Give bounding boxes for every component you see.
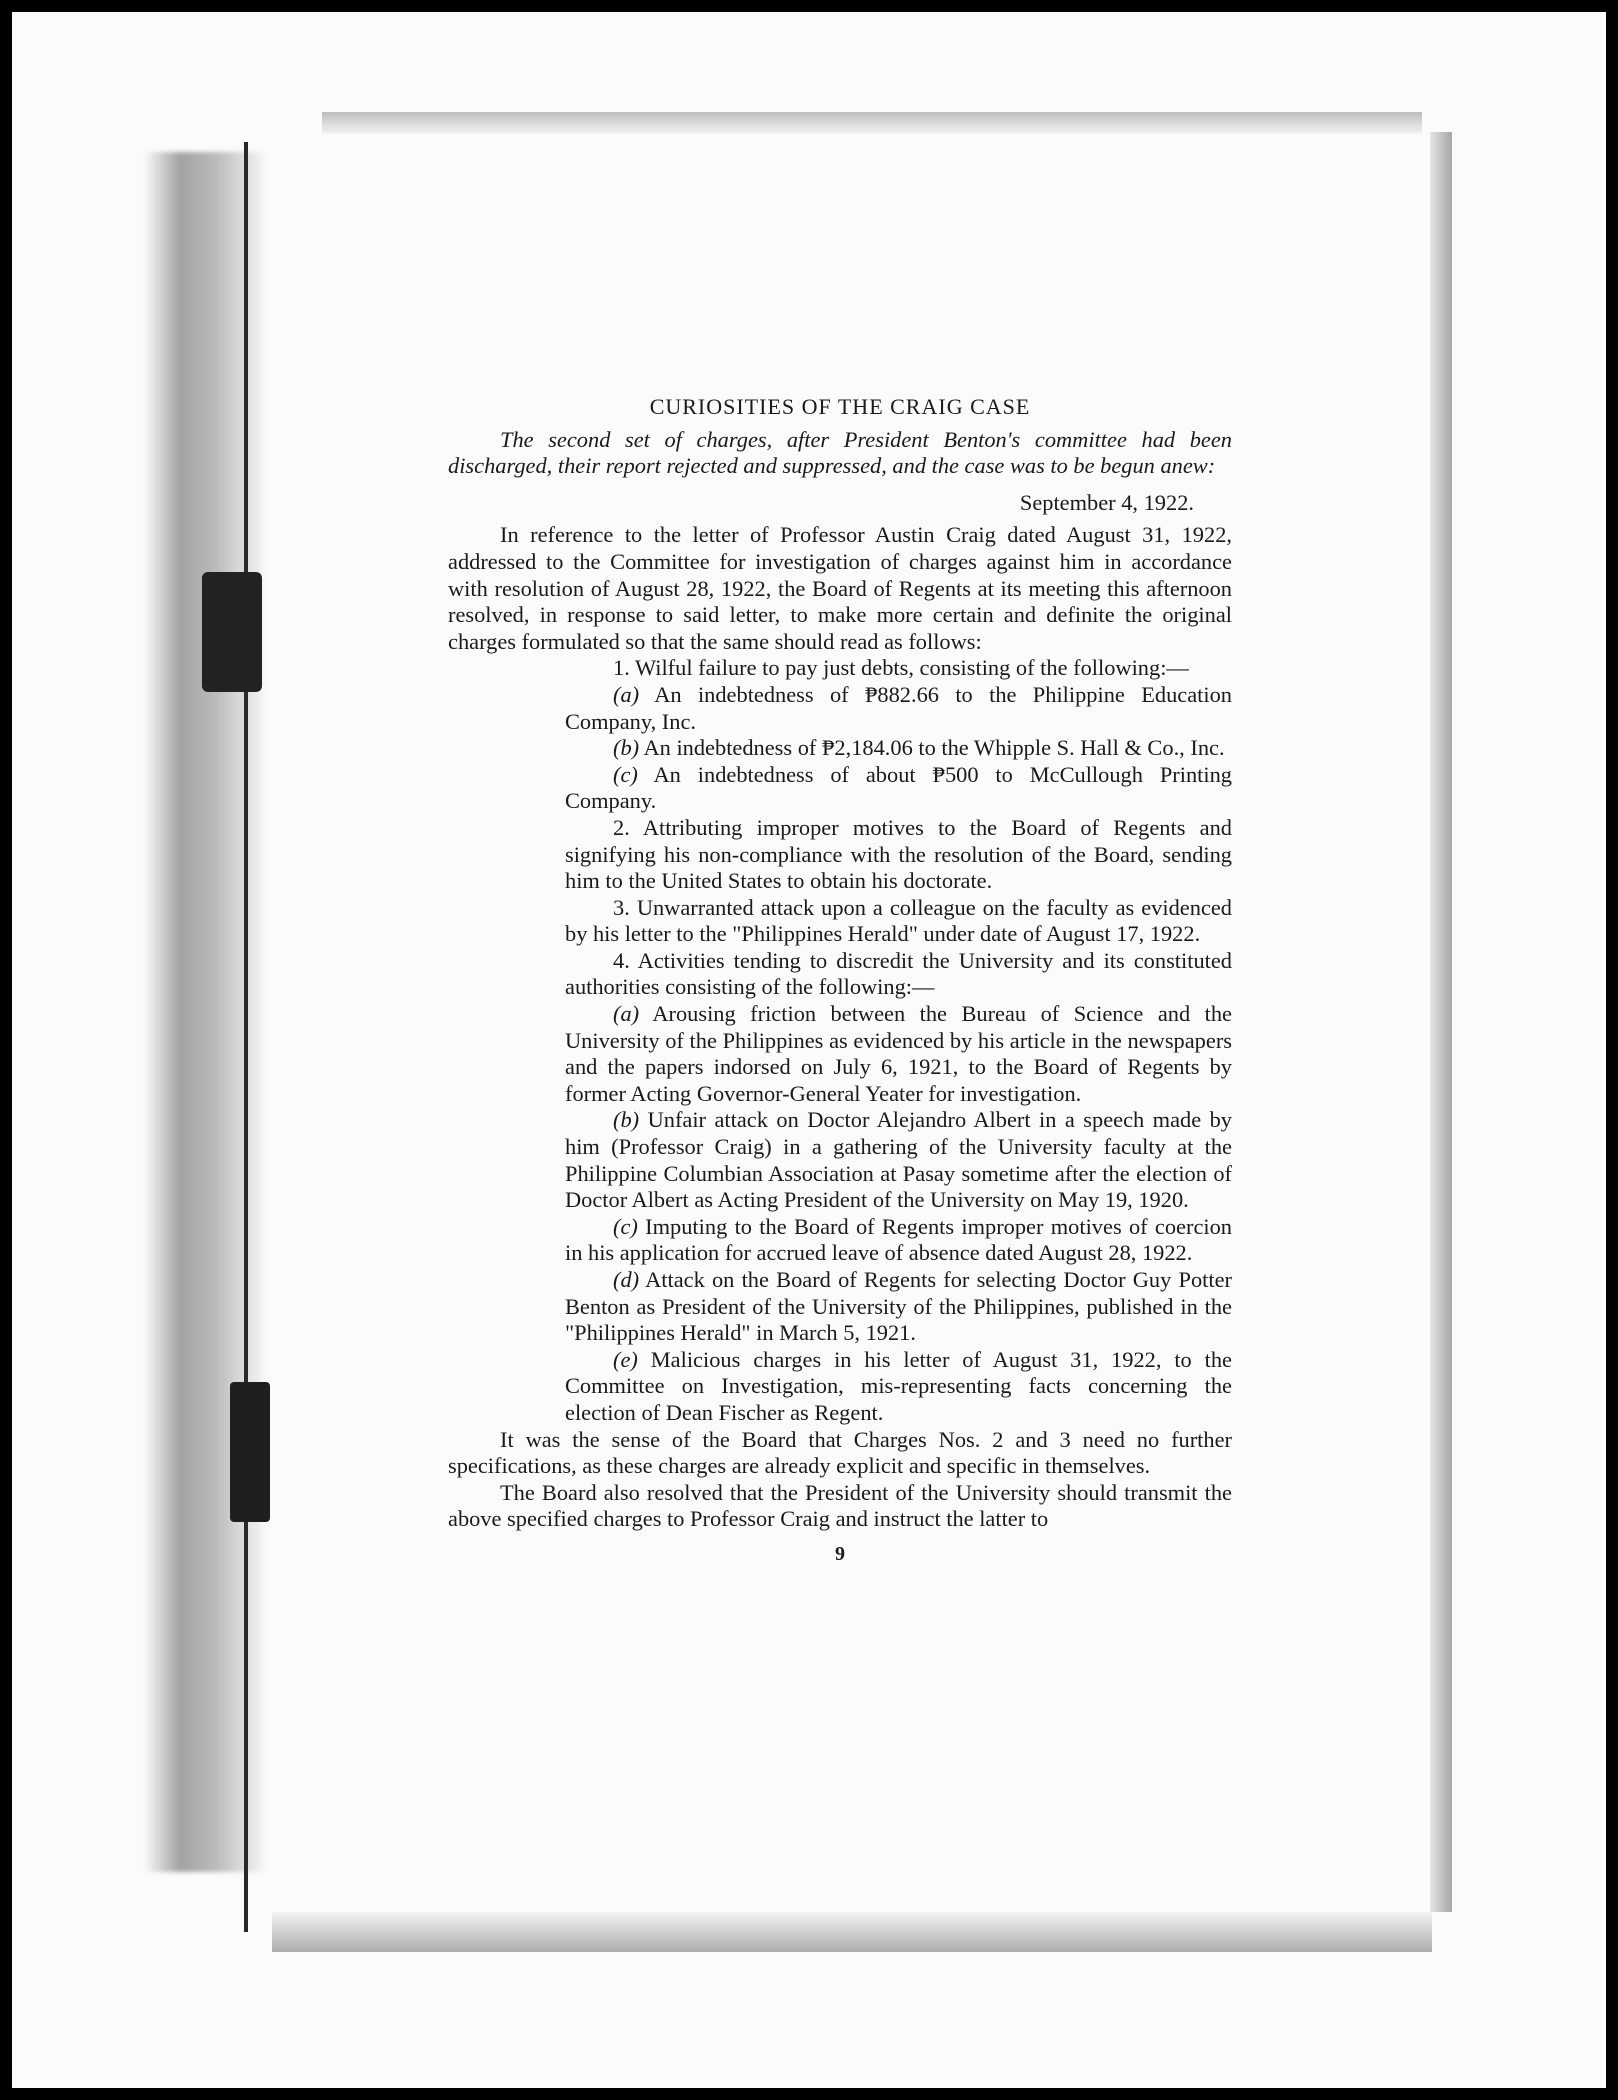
subitem-letter: (a): [613, 1001, 640, 1027]
closing-paragraph: The Board also resolved that the President of the University should transmit the above specified charges to Professor Craig and instruct the latter to: [448, 1479, 1232, 1532]
subitem-text: Unfair attack on Doctor Alejandro Albert in a speech made by him (Professor Craig) in a gathering of the University faculty at the Philippine Columbian Association at Pasay sometime after the election of Doctor Albert as Acting President of the University on May 19, 1920.: [565, 1107, 1232, 1213]
binding-clip-upper: [202, 572, 262, 692]
document-title: CURIOSITIES OF THE CRAIG CASE: [649, 394, 1031, 419]
subitem-letter: (e): [613, 1346, 638, 1372]
charge-number: 4.: [613, 947, 630, 973]
subitem-letter: (b): [613, 1107, 640, 1133]
subitem-text: Imputing to the Board of Regents improper motives of coercion in his application for accrued leave of absence dated August 28, 1922.: [565, 1213, 1232, 1266]
page-number: 9: [835, 1542, 845, 1565]
page-edge-shadow-right: [1430, 132, 1452, 1912]
charge-text: Attributing improper motives to the Board of Regents and signifying his non-compliance with the resolution of the Board, sending him to the United States to obtain his doctorate.: [565, 814, 1232, 894]
document-body: [448, 394, 1232, 1588]
page-edge-shadow-bottom: [272, 1912, 1432, 1952]
charge-text: Unwarranted attack upon a colleague on the faculty as evidenced by his letter to the "Philippines Herald" under date of August 17, 1922.: [565, 894, 1232, 947]
subitem-text: Malicious charges in his letter of August 31, 1922, to the Committee on Investigation, mis-representing facts concerning the election of Dean Fischer as Regent.: [565, 1346, 1232, 1425]
page-edge-shadow-top: [322, 112, 1422, 134]
charge-subitem: [565, 1267, 1232, 1347]
opening-paragraph: In reference to the letter of Professor Austin Craig dated August 31, 1922, addressed to the Committee for investigation of charges against him in accordance with resolution of August 28, 1922, the Board of Regents at its meeting this afternoon resolved, in response to said letter, to make more certain and definite the original charges formulated so that the same should read as follows:: [448, 522, 1232, 654]
scanned-page: [12, 12, 1606, 2088]
intro-note: The second set of charges, after President Benton's committee had been discharged, their report rejected and suppressed, and the case was to be begun anew:: [448, 426, 1232, 479]
binding-edge: [244, 142, 248, 1932]
subitem-letter: (c): [613, 761, 638, 787]
charge-item: [565, 655, 1232, 682]
subitem-text: An indebtedness of ₱882.66 to the Philippine Education Company, Inc.: [565, 681, 1232, 734]
charge-text: Wilful failure to pay just debts, consisting of the following:—: [635, 655, 1189, 681]
subitem-letter: (b): [613, 735, 640, 761]
subitem-text: Arousing friction between the Bureau of Science and the University of the Philippines as evidenced by his article in the newspapers and the papers indorsed on July 6, 1921, to the Board of Regents by former Acting Governor-General Yeater for investigation.: [565, 1001, 1232, 1106]
charge-subitem: [565, 1107, 1232, 1213]
charge-number: 3.: [613, 894, 630, 920]
charges-list: [448, 655, 1232, 1426]
charge-number: 1.: [613, 655, 630, 681]
charge-subitem: [565, 1001, 1232, 1107]
charge-number: 2.: [613, 814, 630, 840]
subitem-text: An indebtedness of ₱2,184.06 to the Whipple S. Hall & Co., Inc.: [643, 735, 1225, 761]
charge-subitem: [565, 1214, 1232, 1267]
charge-item: [565, 948, 1232, 1001]
binding-clip-lower: [230, 1382, 270, 1522]
closing-paragraph: It was the sense of the Board that Charges Nos. 2 and 3 need no further specifications, as these charges are already explicit and specific in themselves.: [448, 1426, 1232, 1479]
charge-subitem: [565, 1347, 1232, 1427]
subitem-letter: (c): [613, 1213, 638, 1239]
subitem-letter: (d): [613, 1267, 640, 1292]
charge-subitem: [565, 735, 1232, 762]
charge-subitem: [565, 682, 1232, 735]
subitem-text: Attack on the Board of Regents for selecting Doctor Guy Potter Benton as President of the University of the Philippines, published in the "Philippines Herald" in March 5, 1921.: [565, 1267, 1232, 1346]
subitem-text: An indebtedness of about ₱500 to McCullough Printing Company.: [565, 761, 1232, 814]
charge-text: Activities tending to discredit the University and its constituted authorities consisting of the following:—: [565, 947, 1232, 1000]
subitem-letter: (a): [613, 681, 640, 707]
charge-item: [565, 895, 1232, 948]
letter-date: September 4, 1922.: [1019, 489, 1194, 515]
charge-subitem: [565, 762, 1232, 815]
charge-item: [565, 815, 1232, 895]
